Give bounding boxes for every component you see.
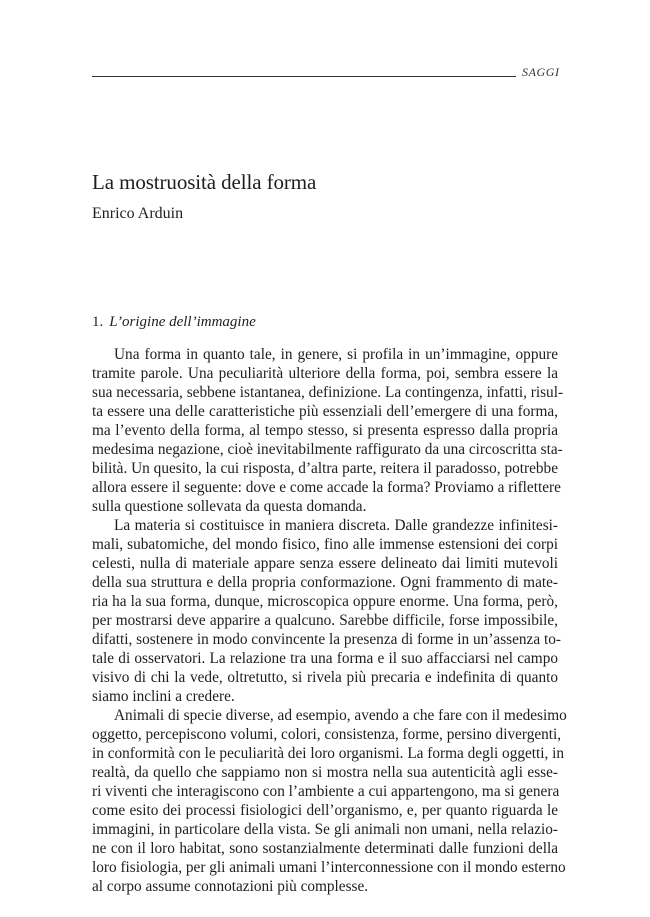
body-line: siamo inclini a credere. [92, 688, 235, 705]
section-title: L’origine dell’immagine [109, 314, 256, 330]
body-line: tramite parole. Una peculiarità ulteriore della forma, poi, sembra essere la [92, 365, 558, 382]
body-line: Animali di specie diverse, ad esempio, avendo a che fare con il medesimo [114, 707, 567, 724]
body-line: ri viventi che interagiscono con l’ambiente a cui appartengono, ma si genera [92, 783, 560, 800]
section-heading [92, 314, 256, 331]
body-line: medesima negazione, cioè inevitabilmente raffigurato da una circoscritta sta- [92, 441, 563, 458]
body-line: celesti, nulla di materiale appare senza essere delineato dai limiti mutevoli [92, 555, 558, 572]
body-line: difatti, sostenere in modo convincente la presenza di forme in un’assenza to- [92, 631, 561, 648]
body-line: Una forma in quanto tale, in genere, si profila in un’immagine, oppure [114, 346, 558, 363]
body-line: ta essere una delle caratteristiche più essenziali dell’emergere di una forma, [92, 403, 558, 420]
body-line: visivo di chi la vede, oltretutto, si rivela più precaria e indefinita di quanto [92, 669, 558, 686]
running-head-section: SAGGI [522, 65, 560, 79]
body-line: loro fisiologia, per gli animali umani l’interconnessione con il mondo esterno [92, 859, 566, 876]
body-line: oggetto, percepiscono volumi, colori, consistenza, forme, persino divergenti, [92, 726, 562, 743]
body-line: immagini, in particolare della vista. Se gli animali non umani, nella relazio- [92, 821, 558, 838]
article-title: La mostruosità della forma [92, 170, 317, 194]
body-line: come esito dei processi fisiologici dell’organismo, e, per quanto riguarda le [92, 802, 558, 819]
body-line: in conformità con le peculiarità dei loro organismi. La forma degli oggetti, in [92, 745, 565, 762]
body-line: ria ha la sua forma, dunque, microscopica oppure enorme. Una forma, però, [92, 593, 558, 610]
section-number: 1. [92, 314, 104, 330]
body-line: al corpo assume connotazioni più complesse. [92, 878, 369, 895]
body-line: sulla questione sollevata da questa domanda. [92, 498, 367, 515]
body-line: realtà, da quello che sappiamo non si mostra nella sua autenticità agli esse- [92, 764, 558, 781]
body-line: per mostrarsi deve apparire a qualcuno. Sarebbe difficile, forse impossibile, [92, 612, 558, 629]
body-line: ne con il loro habitat, sono sostanzialmente determinati dalle funzioni della [92, 840, 558, 857]
header-rule [92, 76, 516, 77]
body-line: sua necessaria, sebbene istantanea, definizione. La contingenza, infatti, risul- [92, 384, 564, 401]
body-line: mali, subatomiche, del mondo fisico, fino alle immense estensioni dei corpi [92, 536, 558, 553]
body-line: bilità. Un quesito, la cui risposta, d’altra parte, reitera il paradosso, potrebbe [92, 460, 558, 477]
body-line: allora essere il seguente: dove e come accade la forma? Proviamo a riflettere [92, 479, 561, 496]
article-author: Enrico Arduin [92, 205, 184, 222]
body-line: La materia si costituisce in maniera discreta. Dalle grandezze infinitesi- [114, 517, 558, 534]
body-line: tale di osservatori. La relazione tra una forma e il suo affacciarsi nel campo [92, 650, 558, 667]
body-text [92, 345, 567, 896]
body-line: della sua struttura e della propria conformazione. Ogni frammento di mate- [92, 574, 558, 591]
body-line: ma l’evento della forma, al tempo stesso, si presenta espresso dalla propria [92, 422, 558, 439]
